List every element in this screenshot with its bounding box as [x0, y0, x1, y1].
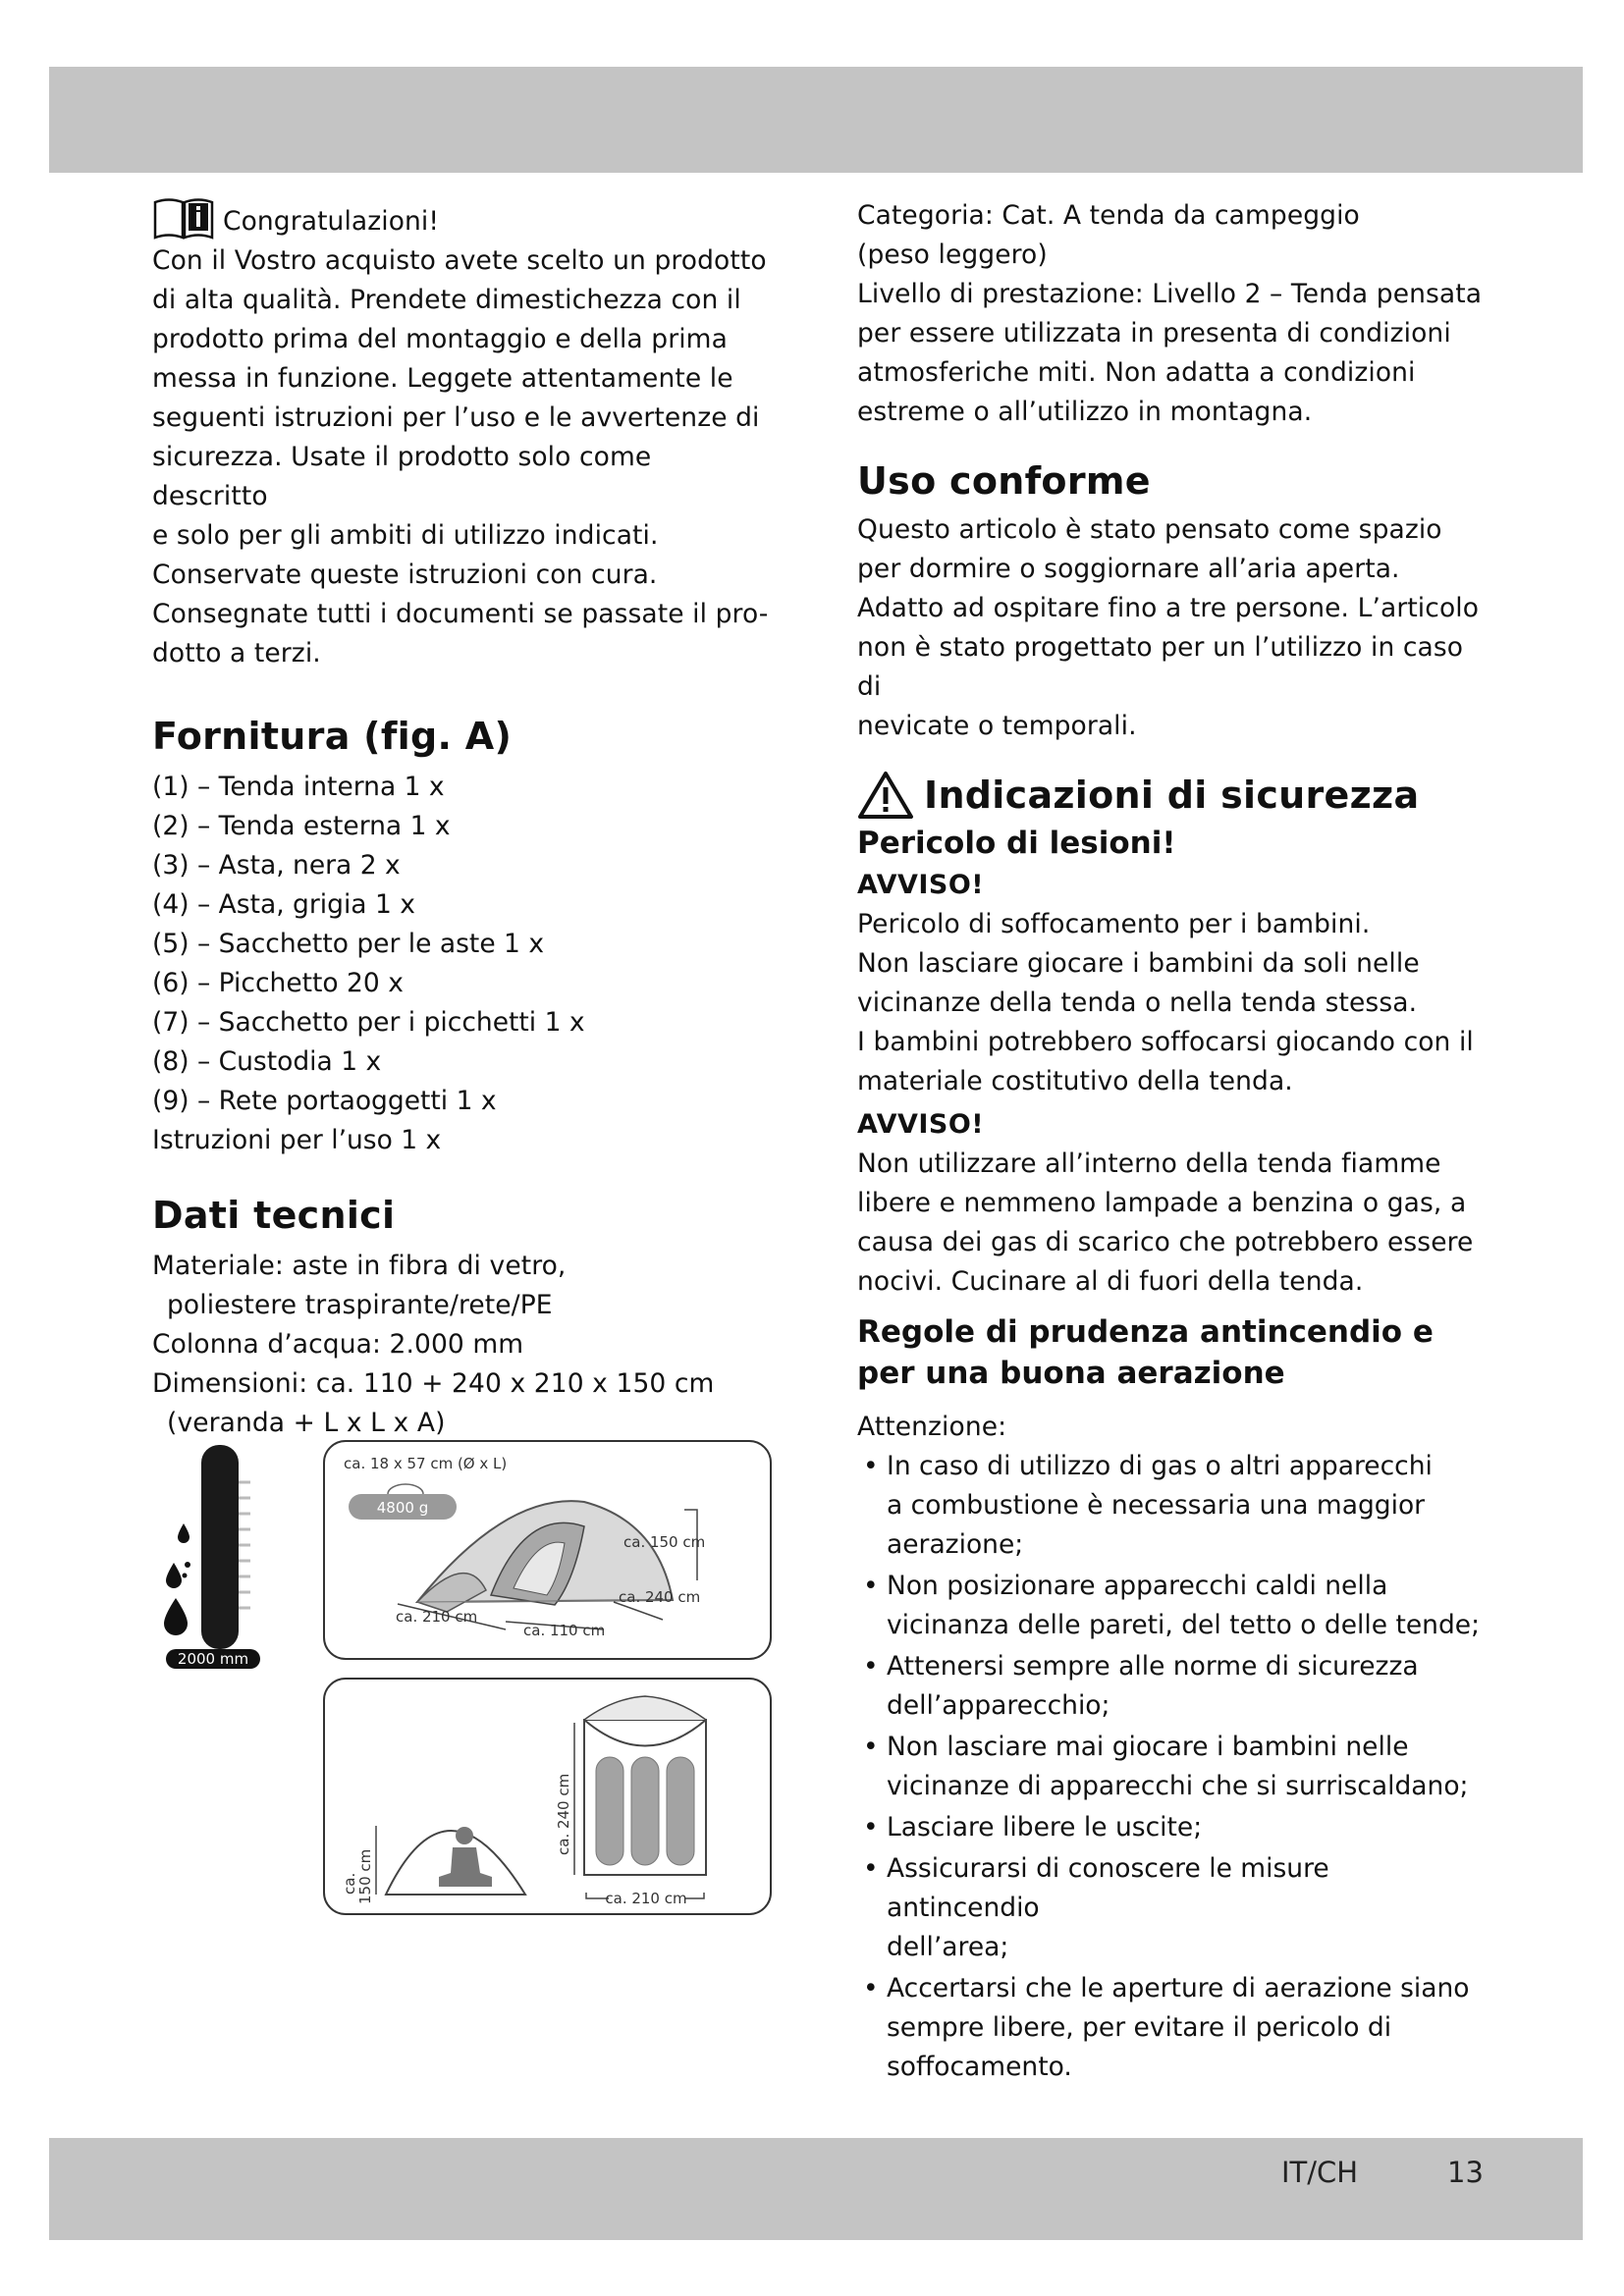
list-item: [857, 1647, 1486, 1726]
uso-line: nevicate o temporali.: [857, 711, 1137, 741]
bullet-line: • Assicurarsi di conoscere le misure antincendio: [887, 1853, 1329, 1923]
height-label: ca. 150 cm: [623, 1533, 706, 1551]
bullet-line: vicinanze di apparecchi che si surriscaldano;: [887, 1771, 1469, 1801]
warning-triangle-icon: [857, 771, 914, 820]
categoria-line: estreme o all’utilizzo in montagna.: [857, 397, 1313, 427]
categoria-line: per essere utilizzata in presenta di condizioni: [857, 318, 1451, 348]
avviso-line: nocivi. Cucinare al di fuori della tenda.: [857, 1266, 1364, 1297]
intro-line: messa in funzione. Leggete attentamente le: [152, 363, 733, 394]
bullet-line: dell’area;: [887, 1932, 1009, 1962]
bullet-line: dell’apparecchio;: [887, 1690, 1110, 1721]
uso-line: non è stato progettato per un l’utilizzo in caso di: [857, 632, 1464, 702]
person-icon: [439, 1827, 492, 1887]
intro-line: seguenti istruzioni per l’uso e le avvertenze di: [152, 402, 760, 433]
dati-line: (veranda + L x L x A): [167, 1408, 446, 1438]
intro-heading-row: [152, 196, 771, 241]
uso-heading: Uso conforme: [857, 459, 1151, 503]
side-height-label-a: ca.: [341, 1872, 358, 1895]
intro-line: Conservate queste istruzioni con cura.: [152, 560, 658, 590]
pack-size-label: ca. 18 x 57 cm (Ø x L): [344, 1455, 508, 1472]
avviso-line: materiale costitutivo della tenda.: [857, 1066, 1293, 1096]
info-book-icon: [152, 196, 215, 241]
list-item: [857, 1969, 1486, 2087]
regole-heading-line: per una buona aerazione: [857, 1356, 1285, 1391]
list-item: (5) – Sacchetto per le aste 1 x: [152, 929, 545, 959]
bullet-line: • Non lasciare mai giocare i bambini nelle: [887, 1732, 1409, 1762]
intro-text: [152, 241, 771, 673]
avviso-line: I bambini potrebbero soffocarsi giocando con il: [857, 1027, 1474, 1057]
tent-figure: [152, 1433, 781, 1944]
list-item: (4) – Asta, grigia 1 x: [152, 889, 415, 920]
footer-band: [49, 2138, 1583, 2240]
list-item: (3) – Asta, nera 2 x: [152, 850, 401, 881]
avviso-label: AVVISO!: [857, 870, 985, 900]
avviso-line: libere e nemmeno lampade a benzina o gas, a: [857, 1188, 1467, 1218]
dati-line: Dimensioni: ca. 110 + 240 x 210 x 150 cm: [152, 1368, 715, 1399]
intro-line: di alta qualità. Prendete dimestichezza con il: [152, 285, 741, 315]
weight-value: 4800 g: [376, 1499, 429, 1517]
list-item: [857, 1728, 1486, 1806]
dati-text: [152, 1247, 771, 1443]
water-column-gauge: [201, 1445, 250, 1649]
avviso-line: vicinanze della tenda o nella tenda stessa.: [857, 988, 1418, 1018]
dati-line: Materiale: aste in fibra di vetro,: [152, 1251, 567, 1281]
categoria-line: Categoria: Cat. A tenda da campeggio: [857, 200, 1360, 231]
intro-line: Con il Vostro acquisto avete scelto un prodotto: [152, 245, 767, 276]
list-item: [857, 1849, 1486, 1967]
bullet-line: • Non posizionare apparecchi caldi nella: [887, 1571, 1388, 1601]
intro-line: sicurezza. Usate il prodotto solo come descritto: [152, 442, 652, 511]
tent-plan-panel: [324, 1679, 771, 1914]
length-label: ca. 240 cm: [619, 1588, 701, 1606]
water-column-value: 2000 mm: [177, 1650, 249, 1668]
avviso-label: AVVISO!: [857, 1109, 985, 1140]
sicurezza-heading-row: [857, 770, 1486, 821]
list-item: (9) – Rete portaoggetti 1 x: [152, 1086, 497, 1116]
top-width-label: ca. 210 cm: [605, 1890, 687, 1907]
bullet-line: a combustione è necessaria una maggior: [887, 1490, 1426, 1521]
header-band: [49, 67, 1583, 173]
right-column: [857, 196, 1486, 2089]
list-item: [857, 1567, 1486, 1645]
side-height-label-b: 150 cm: [356, 1848, 374, 1904]
footer-locale: IT/CH: [1281, 2156, 1359, 2189]
dati-heading: Dati tecnici: [152, 1194, 396, 1237]
avviso1-text: [857, 905, 1486, 1101]
intro-line: e solo per gli ambiti di utilizzo indicati.: [152, 520, 659, 551]
list-item: [857, 1447, 1486, 1565]
uso-line: Questo articolo è stato pensato come spazio: [857, 514, 1442, 545]
sicurezza-heading: Indicazioni di sicurezza: [924, 774, 1420, 817]
list-item: (8) – Custodia 1 x: [152, 1046, 382, 1077]
safety-bullet-list: [857, 1447, 1486, 2087]
avviso-line: causa dei gas di scarico che potrebbero essere: [857, 1227, 1474, 1257]
dati-line: Colonna d’acqua: 2.000 mm: [152, 1329, 524, 1360]
list-item: (1) – Tenda interna 1 x: [152, 772, 445, 802]
sleeping-bag-icon: [596, 1757, 694, 1865]
uso-line: per dormire o soggiornare all’aria aperta.: [857, 554, 1400, 584]
intro-line: prodotto prima del montaggio e della prima: [152, 324, 728, 354]
uso-line: Adatto ad ospitare fino a tre persone. L’articolo: [857, 593, 1480, 623]
list-item: Istruzioni per l’uso 1 x: [152, 1125, 442, 1155]
left-column: [152, 196, 771, 1443]
list-item: [857, 1808, 1486, 1847]
water-drop-icon: [164, 1523, 190, 1635]
page-number: 13: [1447, 2156, 1484, 2189]
bullet-line: aerazione;: [887, 1529, 1024, 1560]
list-item: (7) – Sacchetto per i picchetti 1 x: [152, 1007, 585, 1038]
intro-line: Consegnate tutti i documenti se passate il pro-: [152, 599, 769, 629]
bullet-line: vicinanza delle pareti, del tetto o delle tende;: [887, 1610, 1481, 1640]
categoria-line: atmosferiche miti. Non adatta a condizioni: [857, 357, 1416, 388]
pericolo-heading: Pericolo di lesioni!: [857, 826, 1176, 861]
veranda-label: ca. 110 cm: [523, 1622, 606, 1639]
avviso2-text: [857, 1145, 1486, 1302]
attenzione-label: Attenzione:: [857, 1412, 1007, 1442]
intro-line: dotto a terzi.: [152, 638, 321, 668]
categoria-text: [857, 196, 1486, 432]
intro-title: Congratulazioni!: [223, 206, 440, 237]
uso-text: [857, 510, 1486, 746]
pack-bag-outline: [388, 1484, 423, 1494]
categoria-line: (peso leggero): [857, 240, 1048, 270]
categoria-line: Livello di prestazione: Livello 2 – Tenda pensata: [857, 279, 1483, 309]
list-item: (6) – Picchetto 20 x: [152, 968, 404, 998]
bullet-line: sempre libere, per evitare il pericolo di: [887, 2012, 1392, 2043]
bullet-line: • In caso di utilizzo di gas o altri apparecchi: [887, 1451, 1433, 1481]
width-label: ca. 210 cm: [396, 1608, 478, 1626]
avviso-line: Pericolo di soffocamento per i bambini.: [857, 909, 1371, 939]
avviso-line: Non utilizzare all’interno della tenda fiamme: [857, 1148, 1441, 1179]
bullet-line: • Lasciare libere le uscite;: [887, 1812, 1203, 1842]
bullet-line: • Accertarsi che le aperture di aerazione siano: [887, 1973, 1470, 2003]
dati-line: poliestere traspirante/rete/PE: [167, 1290, 553, 1320]
fornitura-heading: Fornitura (fig. A): [152, 715, 513, 758]
fornitura-list: [152, 768, 771, 1160]
bullet-line: • Attenersi sempre alle norme di sicurezza: [887, 1651, 1419, 1682]
regole-heading-line: Regole di prudenza antincendio e: [857, 1314, 1434, 1350]
avviso-line: Non lasciare giocare i bambini da soli nelle: [857, 948, 1420, 979]
top-length-label: ca. 240 cm: [555, 1773, 572, 1855]
list-item: (2) – Tenda esterna 1 x: [152, 811, 451, 841]
bullet-line: soffocamento.: [887, 2052, 1072, 2082]
